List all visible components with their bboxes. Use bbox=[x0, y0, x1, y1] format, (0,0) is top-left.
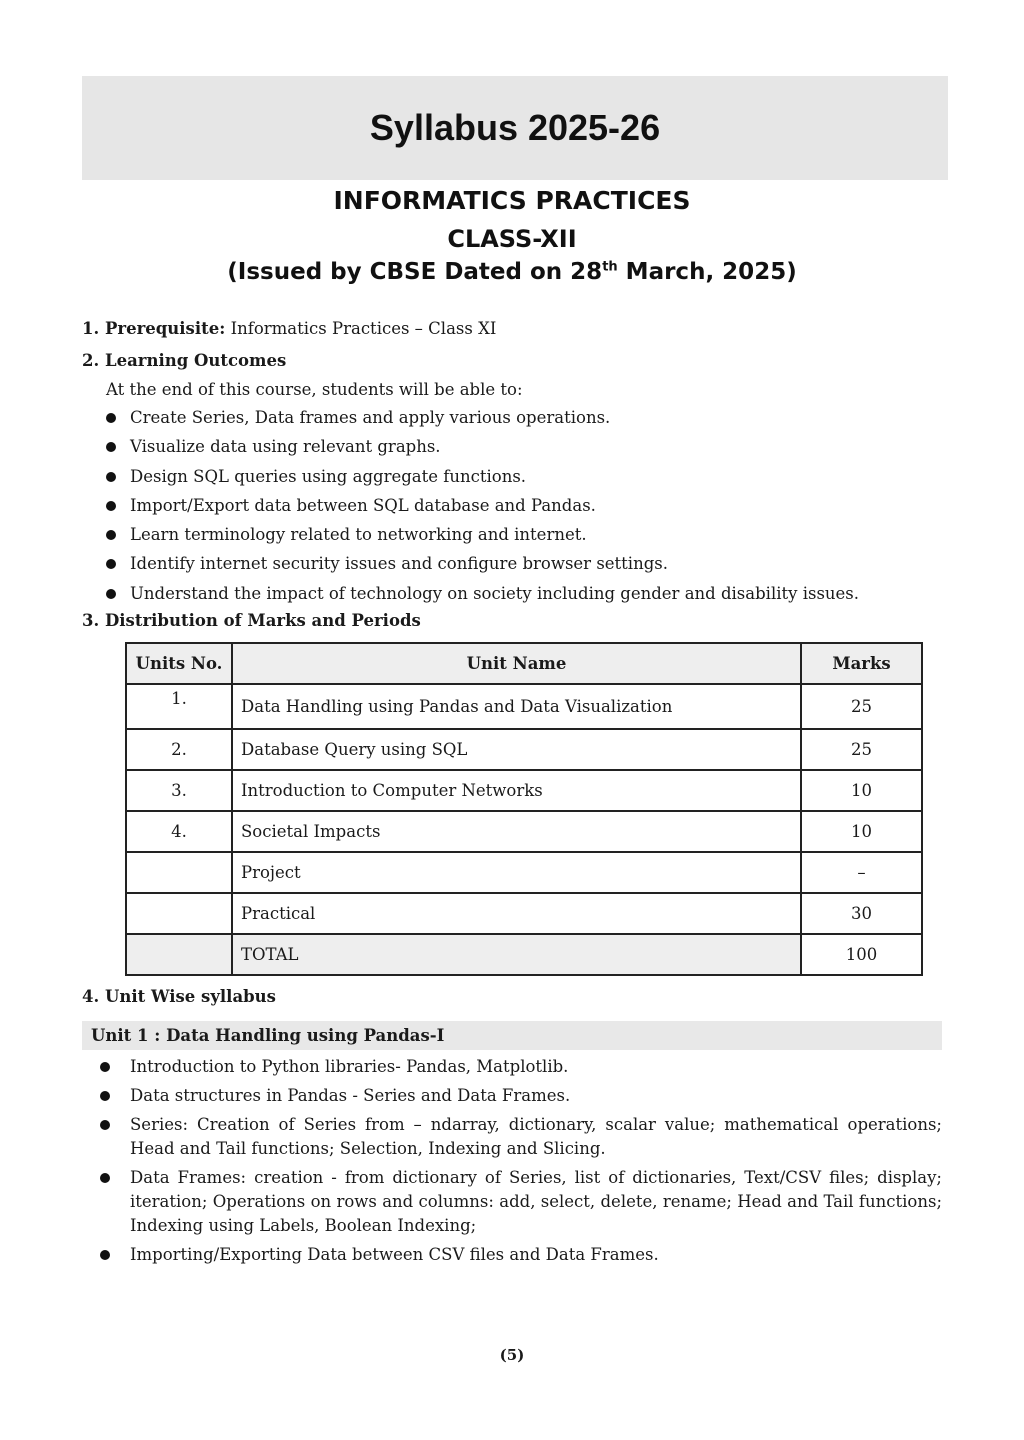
list-item: Understand the impact of technology on society including gender and disability issues. bbox=[106, 583, 859, 612]
learning-outcomes-intro: At the end of this course, students will be able to: bbox=[106, 380, 523, 399]
bullet-icon bbox=[106, 589, 116, 599]
issued-heading bbox=[0, 259, 1024, 285]
header-unit-name: Unit Name bbox=[232, 643, 801, 684]
list-item: Learn terminology related to networking and internet. bbox=[106, 524, 859, 553]
bullet-icon bbox=[106, 413, 116, 423]
table-total-row: TOTAL 100 bbox=[126, 934, 922, 975]
table-row: 1. Data Handling using Pandas and Data Visualization 25 bbox=[126, 684, 922, 729]
bullet-icon bbox=[100, 1091, 110, 1101]
list-item: Visualize data using relevant graphs. bbox=[106, 436, 859, 465]
list-item: Import/Export data between SQL database and Pandas. bbox=[106, 495, 859, 524]
title-banner bbox=[82, 76, 948, 180]
unitwise-heading: 4. Unit Wise syllabus bbox=[82, 987, 276, 1006]
list-item: Data structures in Pandas - Series and Data Frames. bbox=[100, 1084, 942, 1108]
page-number: (5) bbox=[499, 1346, 525, 1364]
unit1-list bbox=[100, 1055, 942, 1272]
table-row: Project – bbox=[126, 852, 922, 893]
bullet-icon bbox=[106, 472, 116, 482]
subject-heading: INFORMATICS PRACTICES bbox=[333, 186, 691, 215]
prerequisite-line bbox=[82, 318, 496, 340]
prerequisite-label: 1. Prerequisite: bbox=[82, 319, 226, 338]
table-row: 3. Introduction to Computer Networks 10 bbox=[126, 770, 922, 811]
unit1-title: Unit 1 : Data Handling using Pandas-I bbox=[82, 1021, 942, 1050]
bullet-icon bbox=[106, 559, 116, 569]
list-item: Series: Creation of Series from – ndarray, dictionary, scalar value; mathematical operations; Head and Tail functions; Selection, Indexing and Slicing. bbox=[100, 1113, 942, 1161]
list-item: Identify internet security issues and configure browser settings. bbox=[106, 553, 859, 582]
list-item: Create Series, Data frames and apply various operations. bbox=[106, 407, 859, 436]
bullet-icon bbox=[106, 501, 116, 511]
list-item: Introduction to Python libraries- Pandas, Matplotlib. bbox=[100, 1055, 942, 1079]
issued-prefix: (Issued by CBSE Dated on 28 bbox=[227, 259, 603, 285]
bullet-icon bbox=[100, 1173, 110, 1183]
class-heading: CLASS-XII bbox=[447, 225, 577, 253]
list-item: Design SQL queries using aggregate functions. bbox=[106, 466, 859, 495]
table-row: 4. Societal Impacts 10 bbox=[126, 811, 922, 852]
distribution-heading: 3. Distribution of Marks and Periods bbox=[82, 611, 421, 630]
header-marks: Marks bbox=[801, 643, 922, 684]
page-title: Syllabus 2025-26 bbox=[369, 107, 661, 148]
list-item: Data Frames: creation - from dictionary of Series, list of dictionaries, Text/CSV files; display; iteration; Operations on rows and columns: add, select, delete, rename; Head and Tail functions; Indexing using Labels, Boolean Indexing; bbox=[100, 1166, 942, 1238]
marks-table bbox=[125, 642, 923, 976]
bullet-icon bbox=[100, 1120, 110, 1130]
bullet-icon bbox=[100, 1062, 110, 1072]
bullet-icon bbox=[100, 1250, 110, 1260]
bullet-icon bbox=[106, 442, 116, 452]
table-row: Practical 30 bbox=[126, 893, 922, 934]
table-header-row bbox=[126, 643, 922, 684]
list-item: Importing/Exporting Data between CSV files and Data Frames. bbox=[100, 1243, 942, 1267]
table-row: 2. Database Query using SQL 25 bbox=[126, 729, 922, 770]
issued-suffix: March, 2025) bbox=[617, 259, 797, 285]
issued-superscript: th bbox=[602, 259, 618, 275]
bullet-icon bbox=[106, 530, 116, 540]
header-units-no: Units No. bbox=[126, 643, 232, 684]
learning-outcomes-heading: 2. Learning Outcomes bbox=[82, 351, 287, 370]
prerequisite-text: Informatics Practices – Class XI bbox=[225, 319, 497, 338]
learning-outcomes-list bbox=[106, 407, 859, 612]
